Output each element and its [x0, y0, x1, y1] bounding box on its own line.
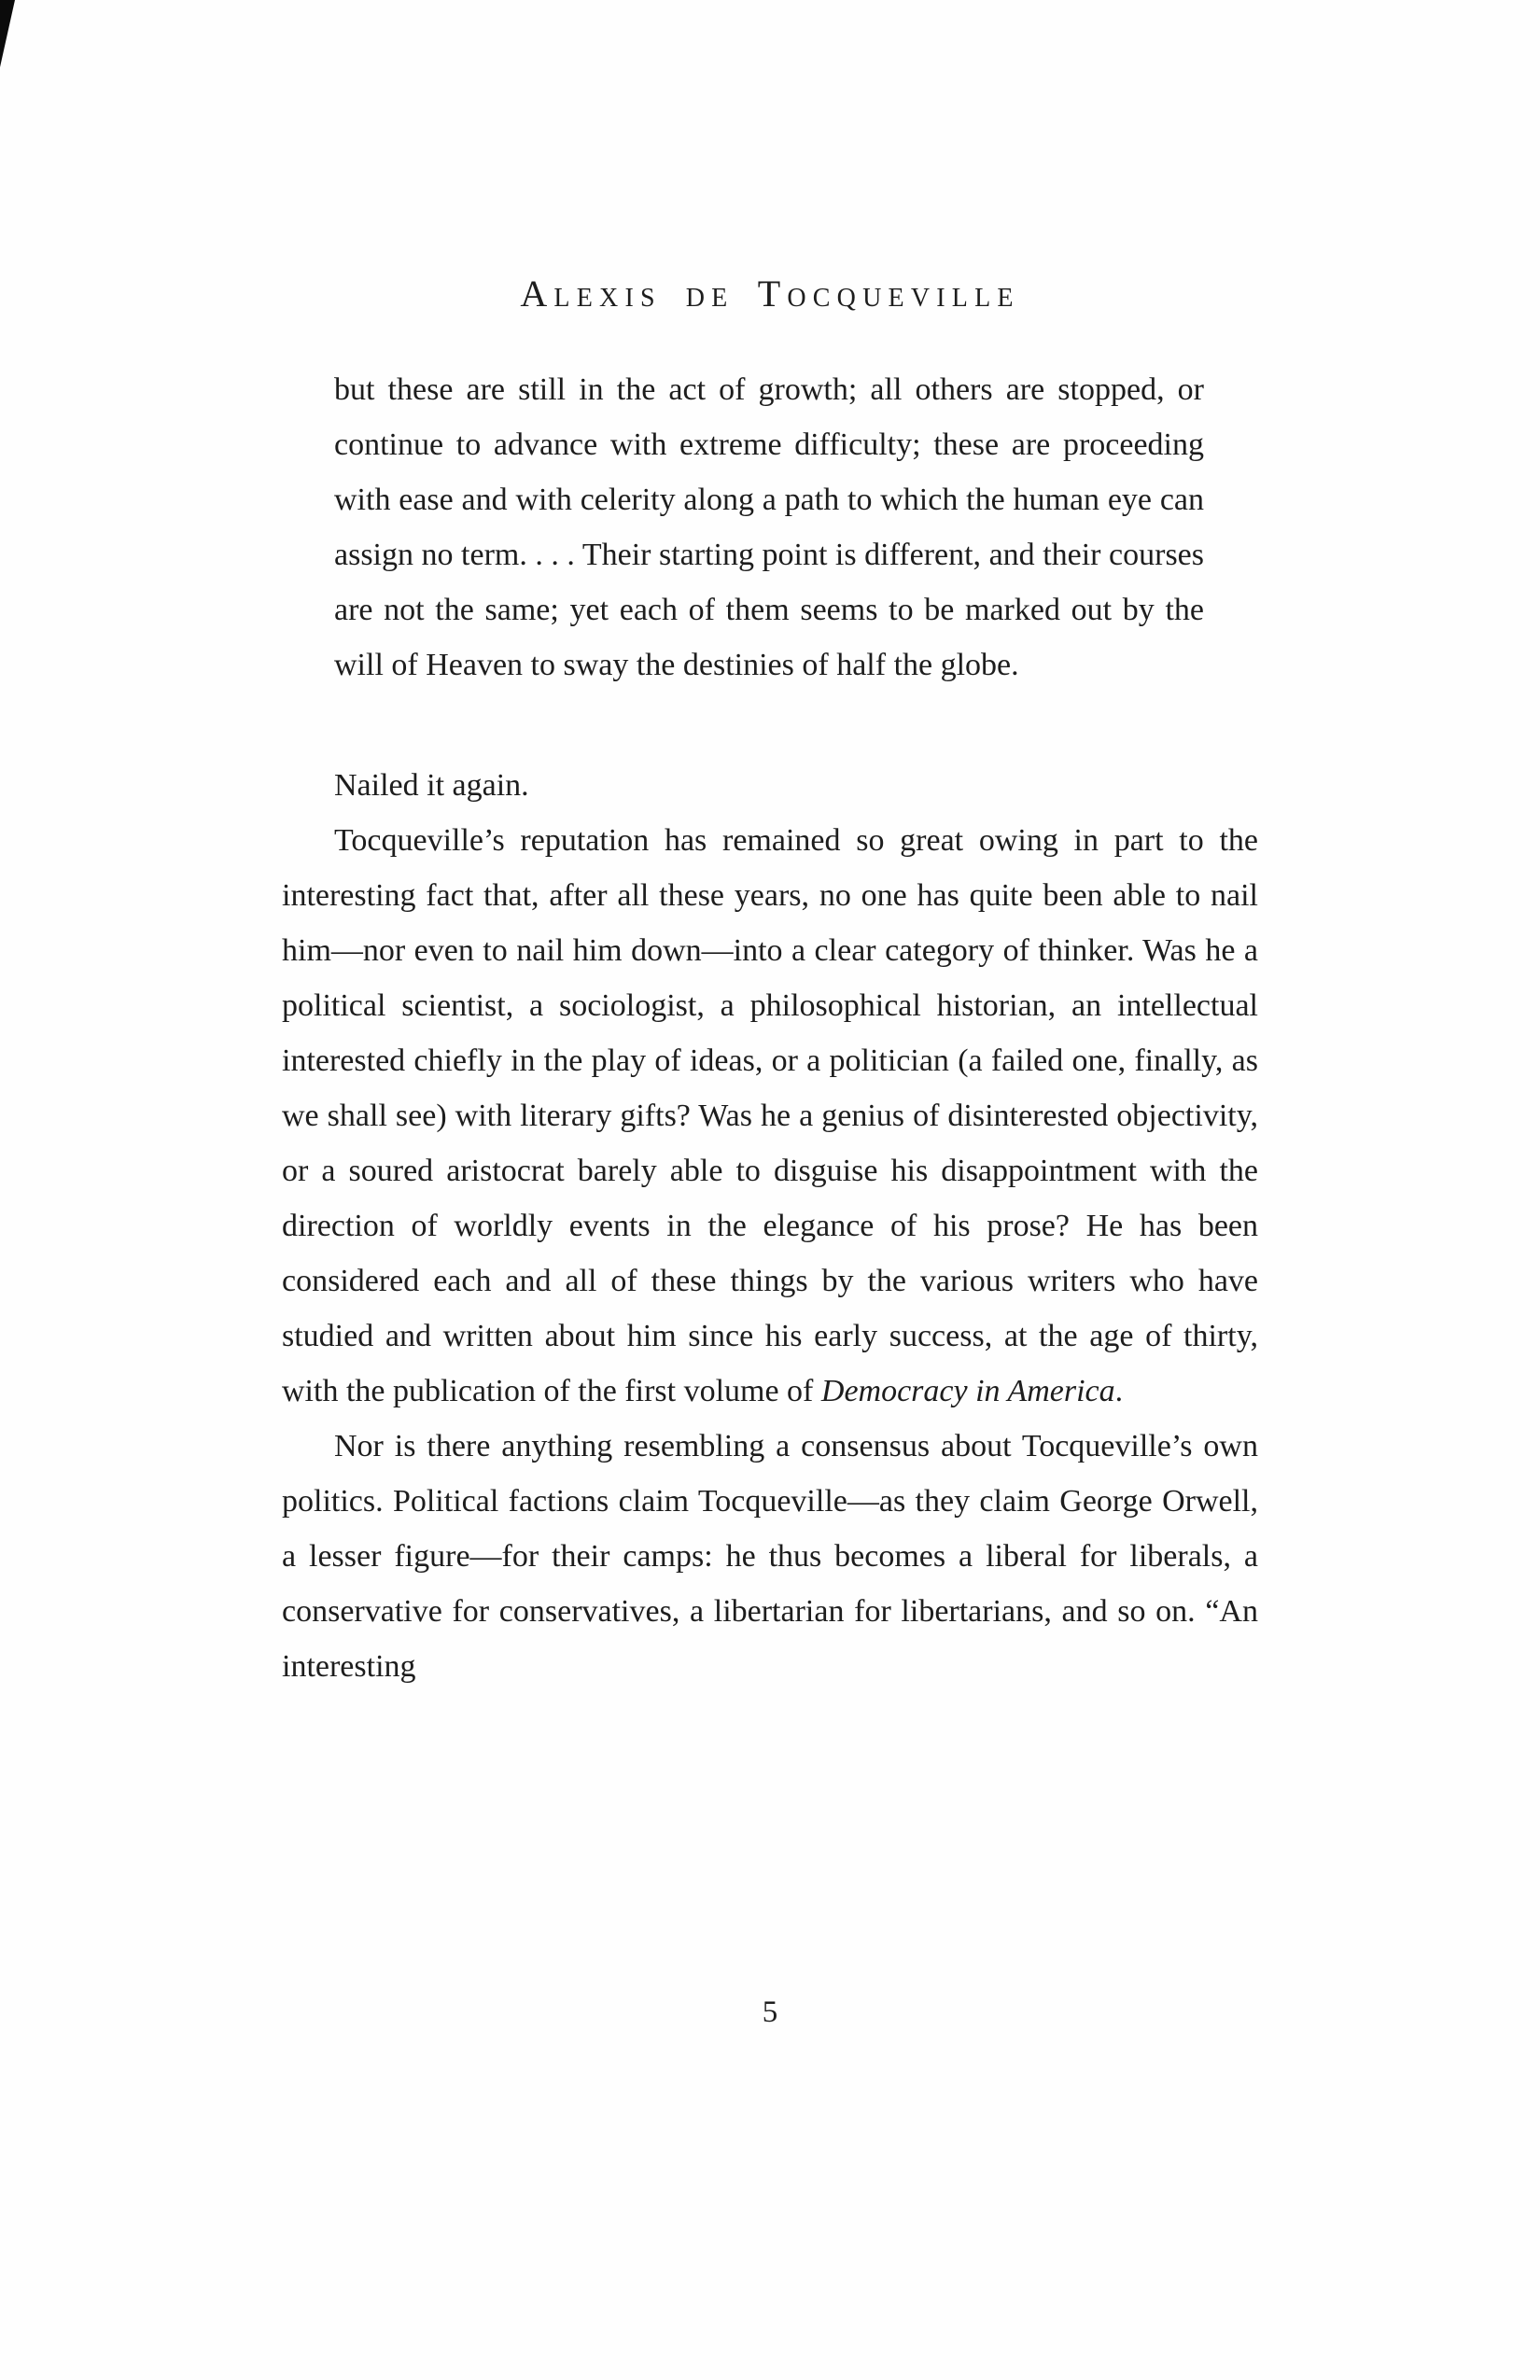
paragraph-politics: Nor is there anything resembling a consensus about Tocqueville’s own politics. Political factions claim Tocqueville—as they claim George Orwell, a lesser figure—for their camps: he thus becomes a liberal for liberals, a conservative for conservatives, a libertarian for libertarians, and so on. “An interesting	[282, 1429, 1258, 1684]
paragraph-nailed-it-again: Nailed it again.	[334, 768, 529, 803]
running-head: Alexis de Tocqueville	[520, 273, 1020, 315]
block-quote: but these are still in the act of growth; all others are stopped, or continue to advance with extreme difficulty; these are proceeding with ease and with celerity along a path to which the human eye can assign no term. . . . Their starting point is different, and their courses are not the same; yet each of them seems to be marked out by the will of Heaven to sway the destinies of half the globe.	[334, 372, 1204, 682]
paragraph-text-before-title: Tocqueville’s reputation has remained so great owing in part to the interesting fact that, after all these years, no one has quite been able to nail him—nor even to nail him down—into a clear category of thinker. Was he a political scientist, a sociologist, a philosophical historian, an intellectual interested chiefly in the play of ideas, or a politician (a failed one, finally, as we shall see) with literary gifts? Was he a genius of disinterested objectivity, or a soured aristocrat barely able to disguise his disappointment with the direction of worldly events in the elegance of his prose? He has been considered each and all of these things by the various writers who have studied and written about him since his early success, at the age of thirty, with the publication of the first volume of	[282, 823, 1258, 1408]
book-title-democracy-in-america: Democracy in America	[820, 1374, 1115, 1408]
paragraph-text-after-title: .	[1114, 1374, 1124, 1408]
page-number: 5	[762, 1995, 778, 2029]
text-block	[282, 0, 1258, 1694]
paragraph-reputation	[282, 813, 1258, 1419]
scan-artifact-corner	[0, 0, 15, 67]
